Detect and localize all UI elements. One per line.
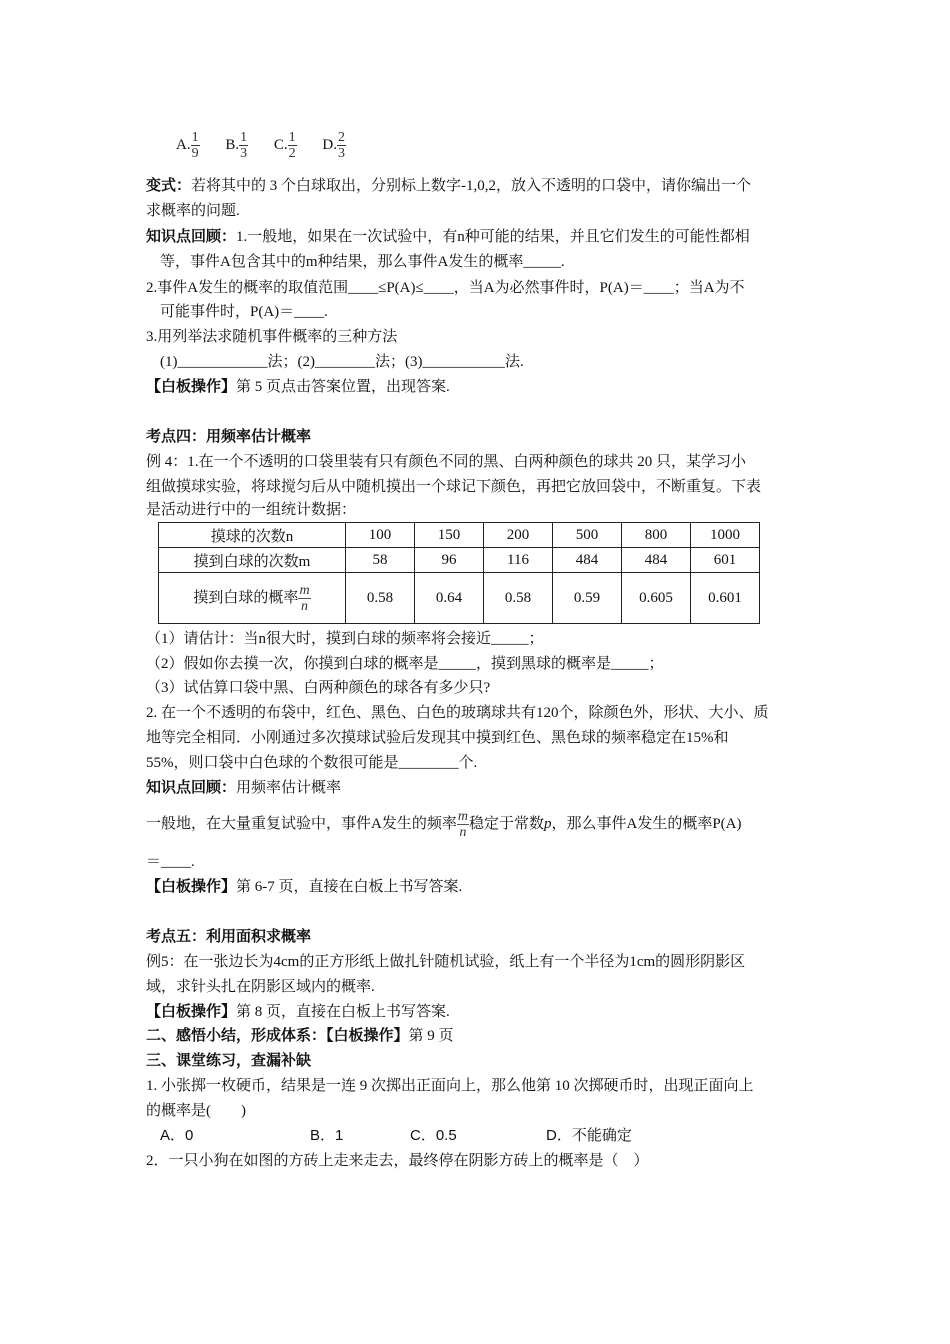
fraction-denominator: 3 (337, 146, 345, 161)
example5-line-1: 例5：在一张边长为4cm的正方形纸上做扎针随机试验，纸上有一个半径为1cm的圆形阴影区 (146, 954, 746, 970)
constant-p: p (543, 816, 552, 832)
question-4-2: （2）假如你去摸一次，你摸到白球的概率是_____，摸到黑球的概率是_____； (146, 656, 664, 672)
table-row (159, 548, 760, 573)
fraction-numerator: 1 (288, 130, 296, 145)
variant-heading: 变式： (146, 178, 192, 194)
section-title-kp5: 考点五：利用面积求概率 (146, 929, 312, 945)
review4-text: 用频率估计概率 (236, 780, 342, 796)
review1-line-1 (146, 227, 750, 247)
example5-line-2: 域，求针头扎在阴影区域内的概率. (146, 979, 375, 995)
review4-heading-line (146, 778, 341, 798)
review2-line-2: 可能事件时，P(A)＝____. (160, 304, 328, 320)
practice-option-c: C．0.5 (410, 1127, 457, 1144)
review-heading: 知识点回顾： (146, 229, 237, 245)
whiteboard-op-2 (146, 877, 462, 897)
whiteboard-op-1 (146, 377, 450, 397)
fraction-denominator: 9 (191, 146, 199, 161)
table-cell: 0.58 (346, 573, 415, 624)
option-b-fraction (239, 130, 248, 161)
review4-text-c: ，那么事件A发生的概率P(A) (551, 816, 742, 832)
review2-line-1: 2.事件A发生的概率的取值范围____≤P(A)≤____，当A为必然事件时，P(A)＝____；当A为不 (146, 280, 745, 296)
review-heading: 知识点回顾： (146, 780, 237, 796)
option-c-label: C. (273, 136, 288, 153)
review4-text-a: 一般地，在大量重复试验中，事件A发生的频率 (146, 816, 457, 832)
summary-text: 第 9 页 (408, 1028, 454, 1044)
whiteboard-label: 【白板操作】 (146, 379, 237, 395)
fraction-numerator: 2 (337, 130, 345, 145)
table-row-header (159, 573, 346, 624)
whiteboard-text: 第 8 页，直接在白板上书写答案. (236, 1004, 450, 1020)
table-cell: 0.59 (553, 573, 622, 624)
ratio-fraction (298, 583, 310, 614)
question-4-1: （1）请估计：当n很大时，摸到白球的频率将会接近_____； (146, 631, 544, 647)
option-b (225, 130, 248, 161)
section-title-kp4: 考点四：用频率估计概率 (146, 429, 312, 445)
table-cell: 100 (346, 523, 415, 548)
table-row-header: 摸到白球的次数m (159, 548, 346, 573)
fraction-numerator: m (457, 809, 468, 825)
table-cell: 0.601 (691, 573, 760, 624)
table-row-header: 摸球的次数n (159, 523, 346, 548)
table-cell: 0.605 (622, 573, 691, 624)
practice-heading: 三、课堂练习，查漏补缺 (146, 1053, 312, 1069)
practice-q1-line-2: 的概率是( ) (146, 1103, 246, 1119)
option-d-fraction (337, 130, 346, 161)
whiteboard-label: 【白板操作】 (326, 1028, 409, 1044)
option-c (274, 130, 297, 161)
fraction-denominator: 3 (240, 146, 248, 161)
review4-line-1 (146, 809, 741, 840)
summary-heading: 二、感悟小结，形成体系： (146, 1028, 327, 1044)
table-cell: 500 (553, 523, 622, 548)
summary-line (146, 1026, 454, 1046)
practice-option-a: A．0 (160, 1127, 194, 1144)
example4-line-3: 是活动进行中的一组统计数据： (146, 502, 357, 518)
review4-text-b: 稳定于常数 (468, 816, 544, 832)
table-cell: 0.64 (415, 573, 484, 624)
frequency-fraction (457, 809, 469, 840)
review3-line-2: (1)____________法；(2)________法；(3)___________法. (160, 354, 524, 370)
table-cell: 484 (553, 548, 622, 573)
table-cell: 800 (622, 523, 691, 548)
fraction-numerator: 1 (240, 130, 248, 145)
review1-text: 1.一般地，如果在一次试验中，有n种可能的结果，并且它们发生的可能性都相 (236, 229, 750, 245)
option-a-label: A. (176, 136, 191, 153)
table-cell: 116 (484, 548, 553, 573)
table-cell: 58 (346, 548, 415, 573)
practice-option-b: B．1 (310, 1127, 344, 1144)
option-a-fraction (191, 130, 200, 161)
fraction-denominator: n (459, 825, 467, 841)
fraction-numerator: 1 (191, 130, 199, 145)
review3-line-1: 3.用列举法求随机事件概率的三种方法 (146, 329, 398, 345)
whiteboard-op-3 (146, 1002, 450, 1022)
practice-q1-line-1: 1. 小张掷一枚硬币，结果是一连 9 次掷出正面向上，那么他第 10 次掷硬币时，出现正面向上 (146, 1078, 754, 1094)
option-b-label: B. (225, 136, 240, 153)
question-4-3: （3）试估算口袋中黑、白两种颜色的球各有多少只? (146, 680, 491, 696)
option-d-label: D. (322, 136, 337, 153)
option-c-fraction (288, 130, 297, 161)
answer-options (176, 130, 368, 161)
statistics-table (158, 522, 760, 624)
problem-2-line-3: 55%，则口袋中白色球的个数很可能是________个. (146, 755, 478, 771)
variant-line-2: 求概率的问题. (146, 203, 240, 219)
table-cell: 96 (415, 548, 484, 573)
practice-option-d: D．不能确定 (546, 1127, 632, 1144)
table-row (159, 523, 760, 548)
fraction-denominator: n (301, 598, 308, 614)
example4-line-1: 例 4：1.在一个不透明的口袋里装有只有颜色不同的黑、白两种颜色的球共 20 只，某学习小 (146, 454, 747, 470)
variant-text: 若将其中的 3 个白球取出，分别标上数字-1,0,2，放入不透明的口袋中，请你编出一个 (191, 178, 752, 194)
table-row-header-text: 摸到白球的概率 (193, 589, 299, 606)
practice-q2: 2．一只小狗在如图的方砖上走来走去，最终停在阴影方砖上的概率是（ ） (146, 1153, 649, 1169)
table-cell: 1000 (691, 523, 760, 548)
table-row (159, 573, 760, 624)
fraction-denominator: 2 (288, 146, 296, 161)
review1-line-2: 等，事件A包含其中的m种结果，那么事件A发生的概率_____. (160, 254, 565, 270)
table-cell: 0.58 (484, 573, 553, 624)
problem-2-line-2: 地等完全相同．小刚通过多次摸球试验后发现其中摸到红色、黑色球的频率稳定在15%和 (146, 730, 729, 746)
table-cell: 484 (622, 548, 691, 573)
whiteboard-label: 【白板操作】 (146, 879, 237, 895)
table-cell: 601 (691, 548, 760, 573)
option-a (176, 130, 200, 161)
whiteboard-label: 【白板操作】 (146, 1004, 237, 1020)
example4-line-2: 组做摸球实验，将球搅匀后从中随机摸出一个球记下颜色，再把它放回袋中，不断重复。下表 (146, 479, 762, 495)
variant-line-1 (146, 176, 751, 196)
option-d (322, 130, 346, 161)
whiteboard-text: 第 6-7 页，直接在白板上书写答案. (236, 879, 463, 895)
fraction-numerator: m (299, 582, 310, 598)
problem-2-line-1: 2. 在一个不透明的布袋中，红色、黑色、白色的玻璃球共有120个，除颜色外，形状、大小、质 (146, 705, 769, 721)
table-cell: 150 (415, 523, 484, 548)
table-cell: 200 (484, 523, 553, 548)
review4-line-2: ＝____. (146, 854, 195, 870)
practice-q1-options (160, 1126, 632, 1146)
whiteboard-text: 第 5 页点击答案位置，出现答案. (236, 379, 450, 395)
